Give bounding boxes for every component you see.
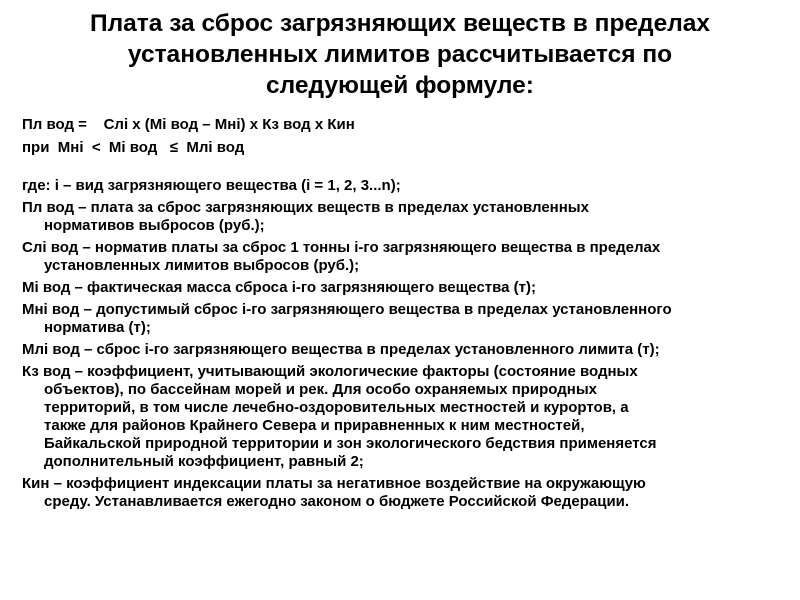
definition-item [22,239,792,275]
definition-line: где: i – вид загрязняющего вещества (i = 1, 2, 3...n); [22,177,401,194]
formula-line: Пл вод = Слi х (Мi вод – Мнi) х Кз вод х Кин [22,116,355,133]
formula-block [22,113,355,159]
definition-item [22,475,792,511]
slide-title [40,8,760,101]
definition-line: Слi вод – норматив платы за сброс 1 тонны i-го загрязняющего вещества в пределах [22,239,661,256]
definition-line: Байкальской природной территории и зон экологического бедствия применяется [44,435,657,452]
definition-item [22,341,792,359]
definition-item [22,301,792,337]
definition-line: Пл вод – плата за сброс загрязняющих веществ в пределах установленных [22,199,589,216]
definition-line: Кин – коэффициент индексации платы за негативное воздействие на окружающую [22,475,646,492]
definition-line: Кз вод – коэффициент, учитывающий экологические факторы (состояние водных [22,363,638,380]
definition-item [22,363,792,471]
slide-title-line: установленных лимитов рассчитывается по [127,41,673,68]
definition-line: Мi вод – фактическая масса сброса i-го загрязняющего вещества (т); [22,279,536,296]
definition-item [22,177,792,195]
definition-line: Млi вод – сброс i-го загрязняющего вещества в пределах установленного лимита (т); [22,341,660,358]
formula-condition: при Мнi < Мi вод ≤ Млi вод [22,139,245,156]
definition-line: установленных лимитов выбросов (руб.); [44,257,360,274]
definition-line: норматива (т); [44,319,151,336]
definition-line: дополнительный коэффициент, равный 2; [44,453,364,470]
definition-item [22,199,792,235]
definition-line: Мнi вод – допустимый сброс i-го загрязняющего вещества в пределах установленного [22,301,672,318]
slide-title-line: Плата за сброс загрязняющих веществ в пределах [89,10,711,37]
definition-line: нормативов выбросов (руб.); [44,217,265,234]
definition-line: среду. Устанавливается ежегодно законом о бюджете Российской Федерации. [44,493,630,510]
definition-line: объектов), по бассейнам морей и рек. Для особо охраняемых природных [44,381,597,398]
definitions-list [22,177,792,515]
definition-line: также для районов Крайнего Севера и приравненных к ним местностей, [44,417,585,434]
slide-title-line: следующей формуле: [266,72,534,99]
definition-item [22,279,792,297]
definition-line: территорий, в том числе лечебно-оздоровительных местностей и курортов, а [44,399,629,416]
